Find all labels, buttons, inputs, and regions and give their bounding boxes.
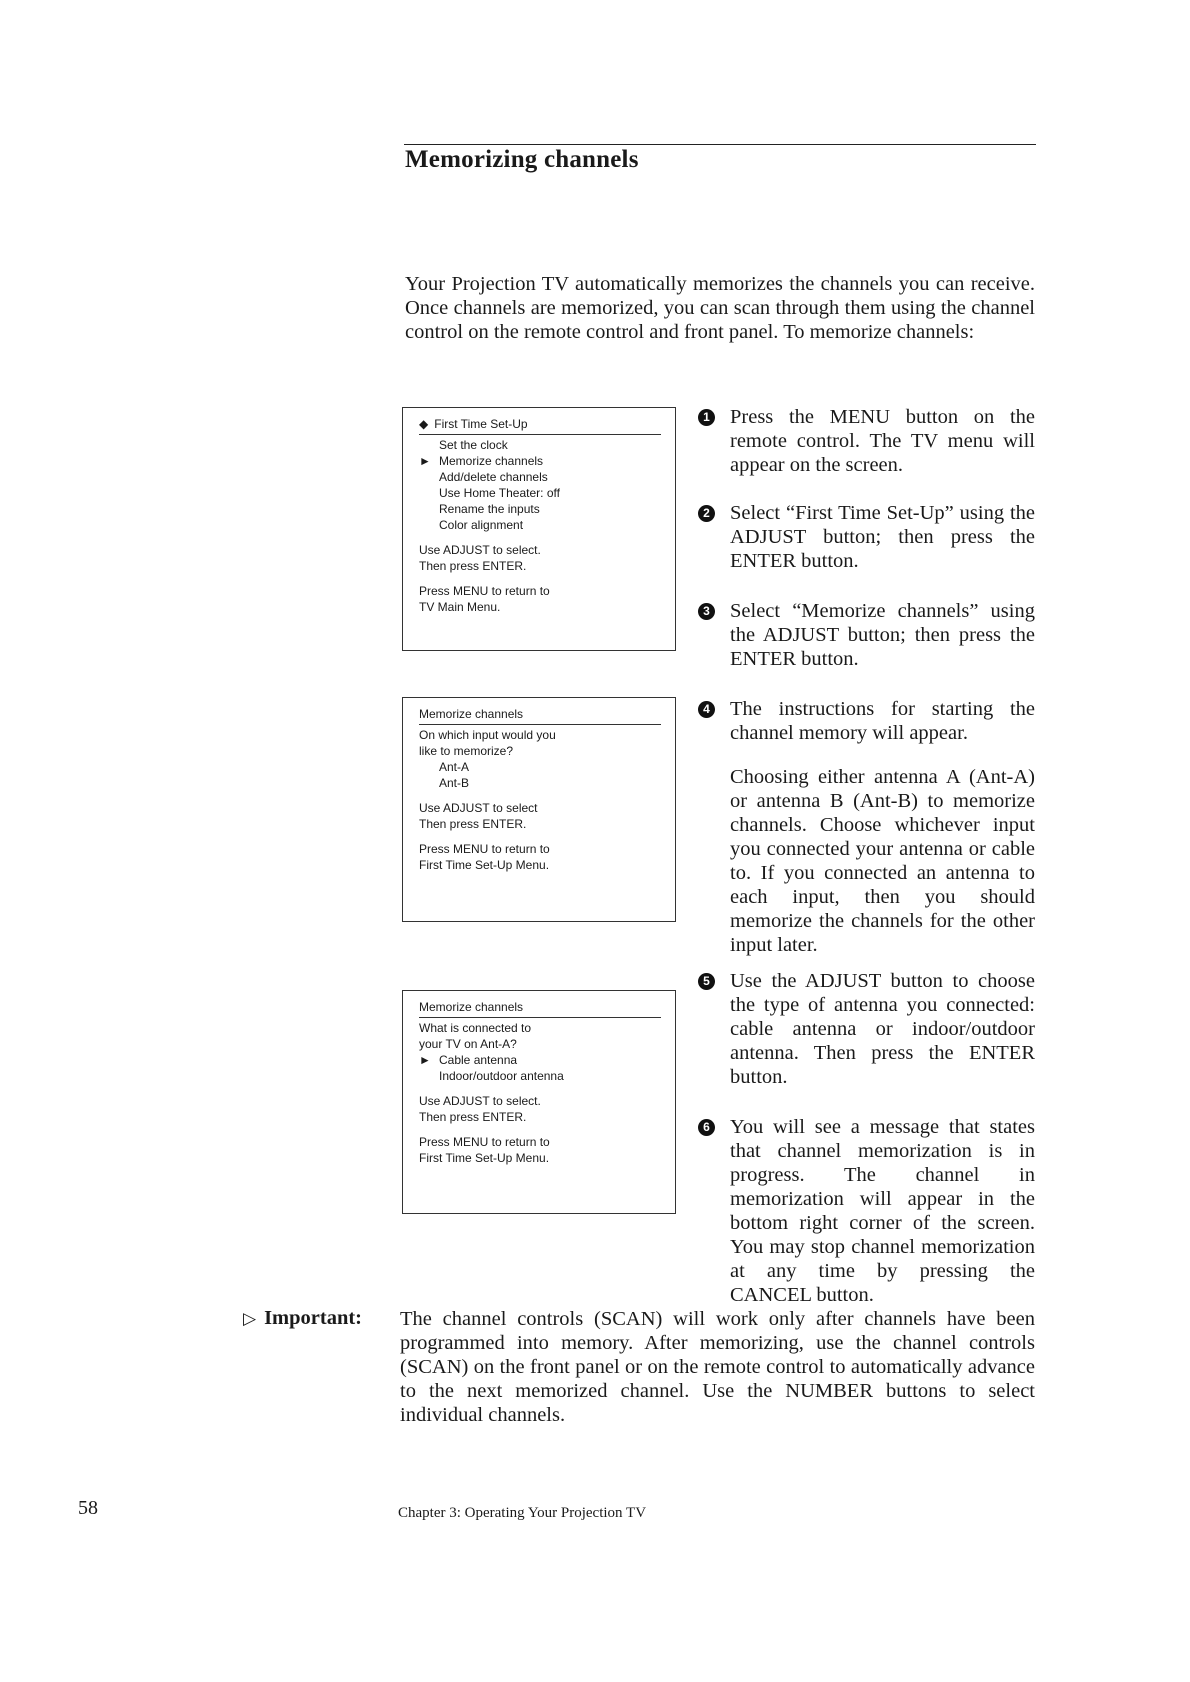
menu-title: Memorize channels <box>419 707 524 721</box>
intro-paragraph: Your Projection TV automatically memorizes the channels you can receive. Once channels are memorized, you can scan through them using the channel control on the remote control and front panel. To memorize channels: <box>405 273 1035 343</box>
important-text: The channel controls (SCAN) will work only after channels have been programmed into memory. After memorizing, use the channel controls (SCAN) on the front panel or on the remote control to automatically advance to the next memorized channel. Use the NUMBER buttons to select individual channels. <box>400 1308 1035 1426</box>
page-title: Memorizing channels <box>405 146 639 173</box>
menu-item: Use Home Theater: off <box>439 486 560 500</box>
menu-hint: Then press ENTER. <box>419 1110 527 1124</box>
menu-header <box>419 999 661 1018</box>
step-text: Use the ADJUST button to choose the type of antenna you connected: cable antenna or indoor/outdoor antenna. Then press the ENTER button. <box>730 970 1035 1088</box>
menu-option: Indoor/outdoor antenna <box>439 1069 564 1083</box>
step-4-note: Choosing either antenna A (Ant-A) or antenna B (Ant-B) to memorize channels. Choose whichever input you connected your antenna or cable to. If you connected an antenna to each input, then you should memorize the channels for the other input later. <box>730 766 1035 956</box>
menu-hint: Press MENU to return to <box>419 842 550 856</box>
menu-item: Rename the inputs <box>439 502 540 516</box>
menu-item: Set the clock <box>439 438 508 452</box>
step-text: Press the MENU button on the remote control. The TV menu will appear on the screen. <box>730 406 1035 476</box>
menu-hint: TV Main Menu. <box>419 600 501 614</box>
step-text: You will see a message that states that channel memorization is in progress. The channel in memorization will appear in the bottom right corner of the screen. You may stop channel memorization at any time by pressing the CANCEL button. <box>730 1116 1035 1306</box>
diamond-icon: ◆ <box>419 417 429 431</box>
step-number-badge: 4 <box>698 701 715 718</box>
menu-header <box>419 416 661 435</box>
pointer-arrow-icon: ► <box>419 1053 431 1067</box>
menu-screen-memorize-input <box>402 697 676 922</box>
step-number-badge: 2 <box>698 505 715 522</box>
menu-question: What is connected to <box>419 1021 532 1035</box>
important-label: ▷ Important: <box>243 1307 363 1329</box>
menu-hint: First Time Set-Up Menu. <box>419 858 550 872</box>
menu-item-selected: ► Memorize channels <box>419 454 544 468</box>
menu-option-selected: ► Cable antenna <box>419 1053 518 1067</box>
pointer-arrow-icon: ► <box>419 454 431 468</box>
menu-hint: Press MENU to return to <box>419 584 550 598</box>
menu-option: Ant-A <box>439 760 470 774</box>
menu-hint: Use ADJUST to select. <box>419 1094 541 1108</box>
menu-question: like to memorize? <box>419 744 514 758</box>
menu-hint: Press MENU to return to <box>419 1135 550 1149</box>
menu-question: your TV on Ant-A? <box>419 1037 517 1051</box>
page-number: 58 <box>78 1497 98 1519</box>
menu-header <box>419 706 661 725</box>
menu-option: Ant-B <box>439 776 470 790</box>
menu-hint: First Time Set-Up Menu. <box>419 1151 550 1165</box>
step-text: Select “First Time Set-Up” using the ADJUST button; then press the ENTER button. <box>730 502 1035 572</box>
menu-question: On which input would you <box>419 728 556 742</box>
menu-hint: Use ADJUST to select. <box>419 543 541 557</box>
menu-title: Memorize channels <box>419 1000 524 1014</box>
triangle-pointer-icon: ▷ <box>243 1308 257 1328</box>
menu-screen-antenna-type <box>402 990 676 1214</box>
page-footer: Chapter 3: Operating Your Projection TV <box>398 1505 647 1521</box>
step-number-badge: 5 <box>698 973 715 990</box>
step-number-badge: 1 <box>698 409 715 426</box>
menu-item: Color alignment <box>439 518 524 532</box>
step-text: Select “Memorize channels” using the ADJUST button; then press the ENTER button. <box>730 600 1035 670</box>
menu-item: Add/delete channels <box>439 470 548 484</box>
menu-screen-first-time-setup <box>402 407 676 651</box>
heading-rule <box>404 144 1036 145</box>
menu-hint: Use ADJUST to select <box>419 801 538 815</box>
step-text: The instructions for starting the channel memory will appear. <box>730 698 1035 744</box>
menu-title: First Time Set-Up <box>434 417 528 431</box>
step-number-badge: 3 <box>698 603 715 620</box>
menu-hint: Then press ENTER. <box>419 559 527 573</box>
menu-hint: Then press ENTER. <box>419 817 527 831</box>
step-number-badge: 6 <box>698 1119 715 1136</box>
